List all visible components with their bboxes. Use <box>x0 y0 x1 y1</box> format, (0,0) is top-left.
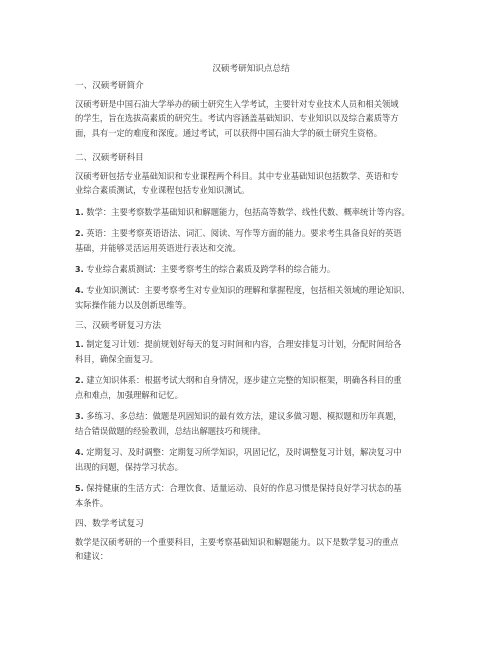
list-item <box>75 409 435 439</box>
list-item <box>75 226 435 256</box>
item-number: 3. <box>75 265 84 274</box>
document-title: 汉硕考研知识点总结 <box>212 64 290 74</box>
item-text: 点和难点，加强理解和记忆。 <box>75 390 183 401</box>
item-text: 专业知识测试：主要考察考生对专业知识的理解和掌握程度，包括相关领域的理论知识、 <box>86 285 410 295</box>
section-4-paragraph <box>75 535 435 564</box>
section-2-paragraph <box>75 169 435 198</box>
section-heading-4: 四、数学考试复习 <box>75 519 144 529</box>
item-text: 出现的问题，保持学习状态。 <box>75 462 183 473</box>
text-line: 汉硕考研是中国石油大学举办的硕士研究生入学考试，主要针对专业技术人员和相关领域 <box>75 99 399 109</box>
item-text: 制定复习计划：提前规划好每天的复习时间和内容，合理安排复习计划，分配时间给各 <box>86 339 402 349</box>
list-item <box>75 481 435 511</box>
item-number: 2. <box>75 376 84 385</box>
item-text: 结合错误做题的经验教训，总结出解题技巧和规律。 <box>75 426 266 437</box>
item-text: 建立知识体系：根据考试大纲和自身情况，逐步建立完整的知识框架，明确各科目的重 <box>86 375 402 385</box>
text-line: 业综合素质测试，专业课程包括专业知识测试。 <box>75 185 250 196</box>
item-number: 3. <box>75 412 84 421</box>
section-1-paragraph <box>75 97 435 140</box>
item-text: 实际操作能力以及创新思维等。 <box>75 300 192 311</box>
item-text: 专业综合素质测试：主要考察考生的综合素质及跨学科的综合能力。 <box>86 264 336 274</box>
text-line: 面，具有一定的难度和深度。通过考试，可以获得中国石油大学的硕士研究生资格。 <box>75 127 382 138</box>
item-text: 本条件。 <box>75 498 109 509</box>
item-text: 英语：主要考察英语语法、词汇、阅读、写作等方面的能力。要求考生具备良好的英语 <box>86 228 402 238</box>
text-line: 和建议： <box>75 551 109 562</box>
text-line: 数学是汉硕考研的一个重要科目，主要考察基础知识和解题能力。以下是数学复习的重点 <box>75 537 399 547</box>
list-item <box>75 373 435 403</box>
item-number: 2. <box>75 229 84 238</box>
section-heading-3: 三、汉硕考研复习方法 <box>75 321 161 331</box>
text-line: 汉硕考研包括专业基础知识和专业课程两个科目。其中专业基础知识包括数学、英语和专 <box>75 171 399 181</box>
section-heading-1: 一、汉硕考研简介 <box>75 81 144 91</box>
item-number: 4. <box>75 286 84 295</box>
list-item <box>75 262 435 277</box>
text-line: 的学生，旨在选拔高素质的研究生。考试内容涵盖基础知识、专业知识以及综合素质等方 <box>75 113 399 124</box>
item-text: 保持健康的生活方式：合理饮食、适量运动、良好的作息习惯是保持良好学习状态的基 <box>86 483 402 493</box>
item-number: 4. <box>75 448 84 457</box>
item-text: 基础，并能够灵活运用英语进行表达和交流。 <box>75 243 241 254</box>
item-text: 数学：主要考察数学基础知识和解题能力，包括高等数学、线性代数、概率统计等内容。 <box>86 207 410 217</box>
item-number: 5. <box>75 484 84 493</box>
list-item <box>75 205 435 220</box>
item-text: 多练习、多总结：做题是巩固知识的最有效方法，建议多做习题、模拟题和历年真题， <box>86 411 402 421</box>
list-item <box>75 445 435 475</box>
item-number: 1. <box>75 208 84 217</box>
item-number: 1. <box>75 340 84 349</box>
item-text: 定期复习、及时调整：定期复习所学知识，巩固记忆，及时调整复习计划，解决复习中 <box>86 447 402 457</box>
list-item <box>75 337 435 367</box>
list-item <box>75 283 435 313</box>
section-heading-2: 二、汉硕考研科目 <box>75 153 144 163</box>
item-text: 科目，确保全面复习。 <box>75 354 158 365</box>
